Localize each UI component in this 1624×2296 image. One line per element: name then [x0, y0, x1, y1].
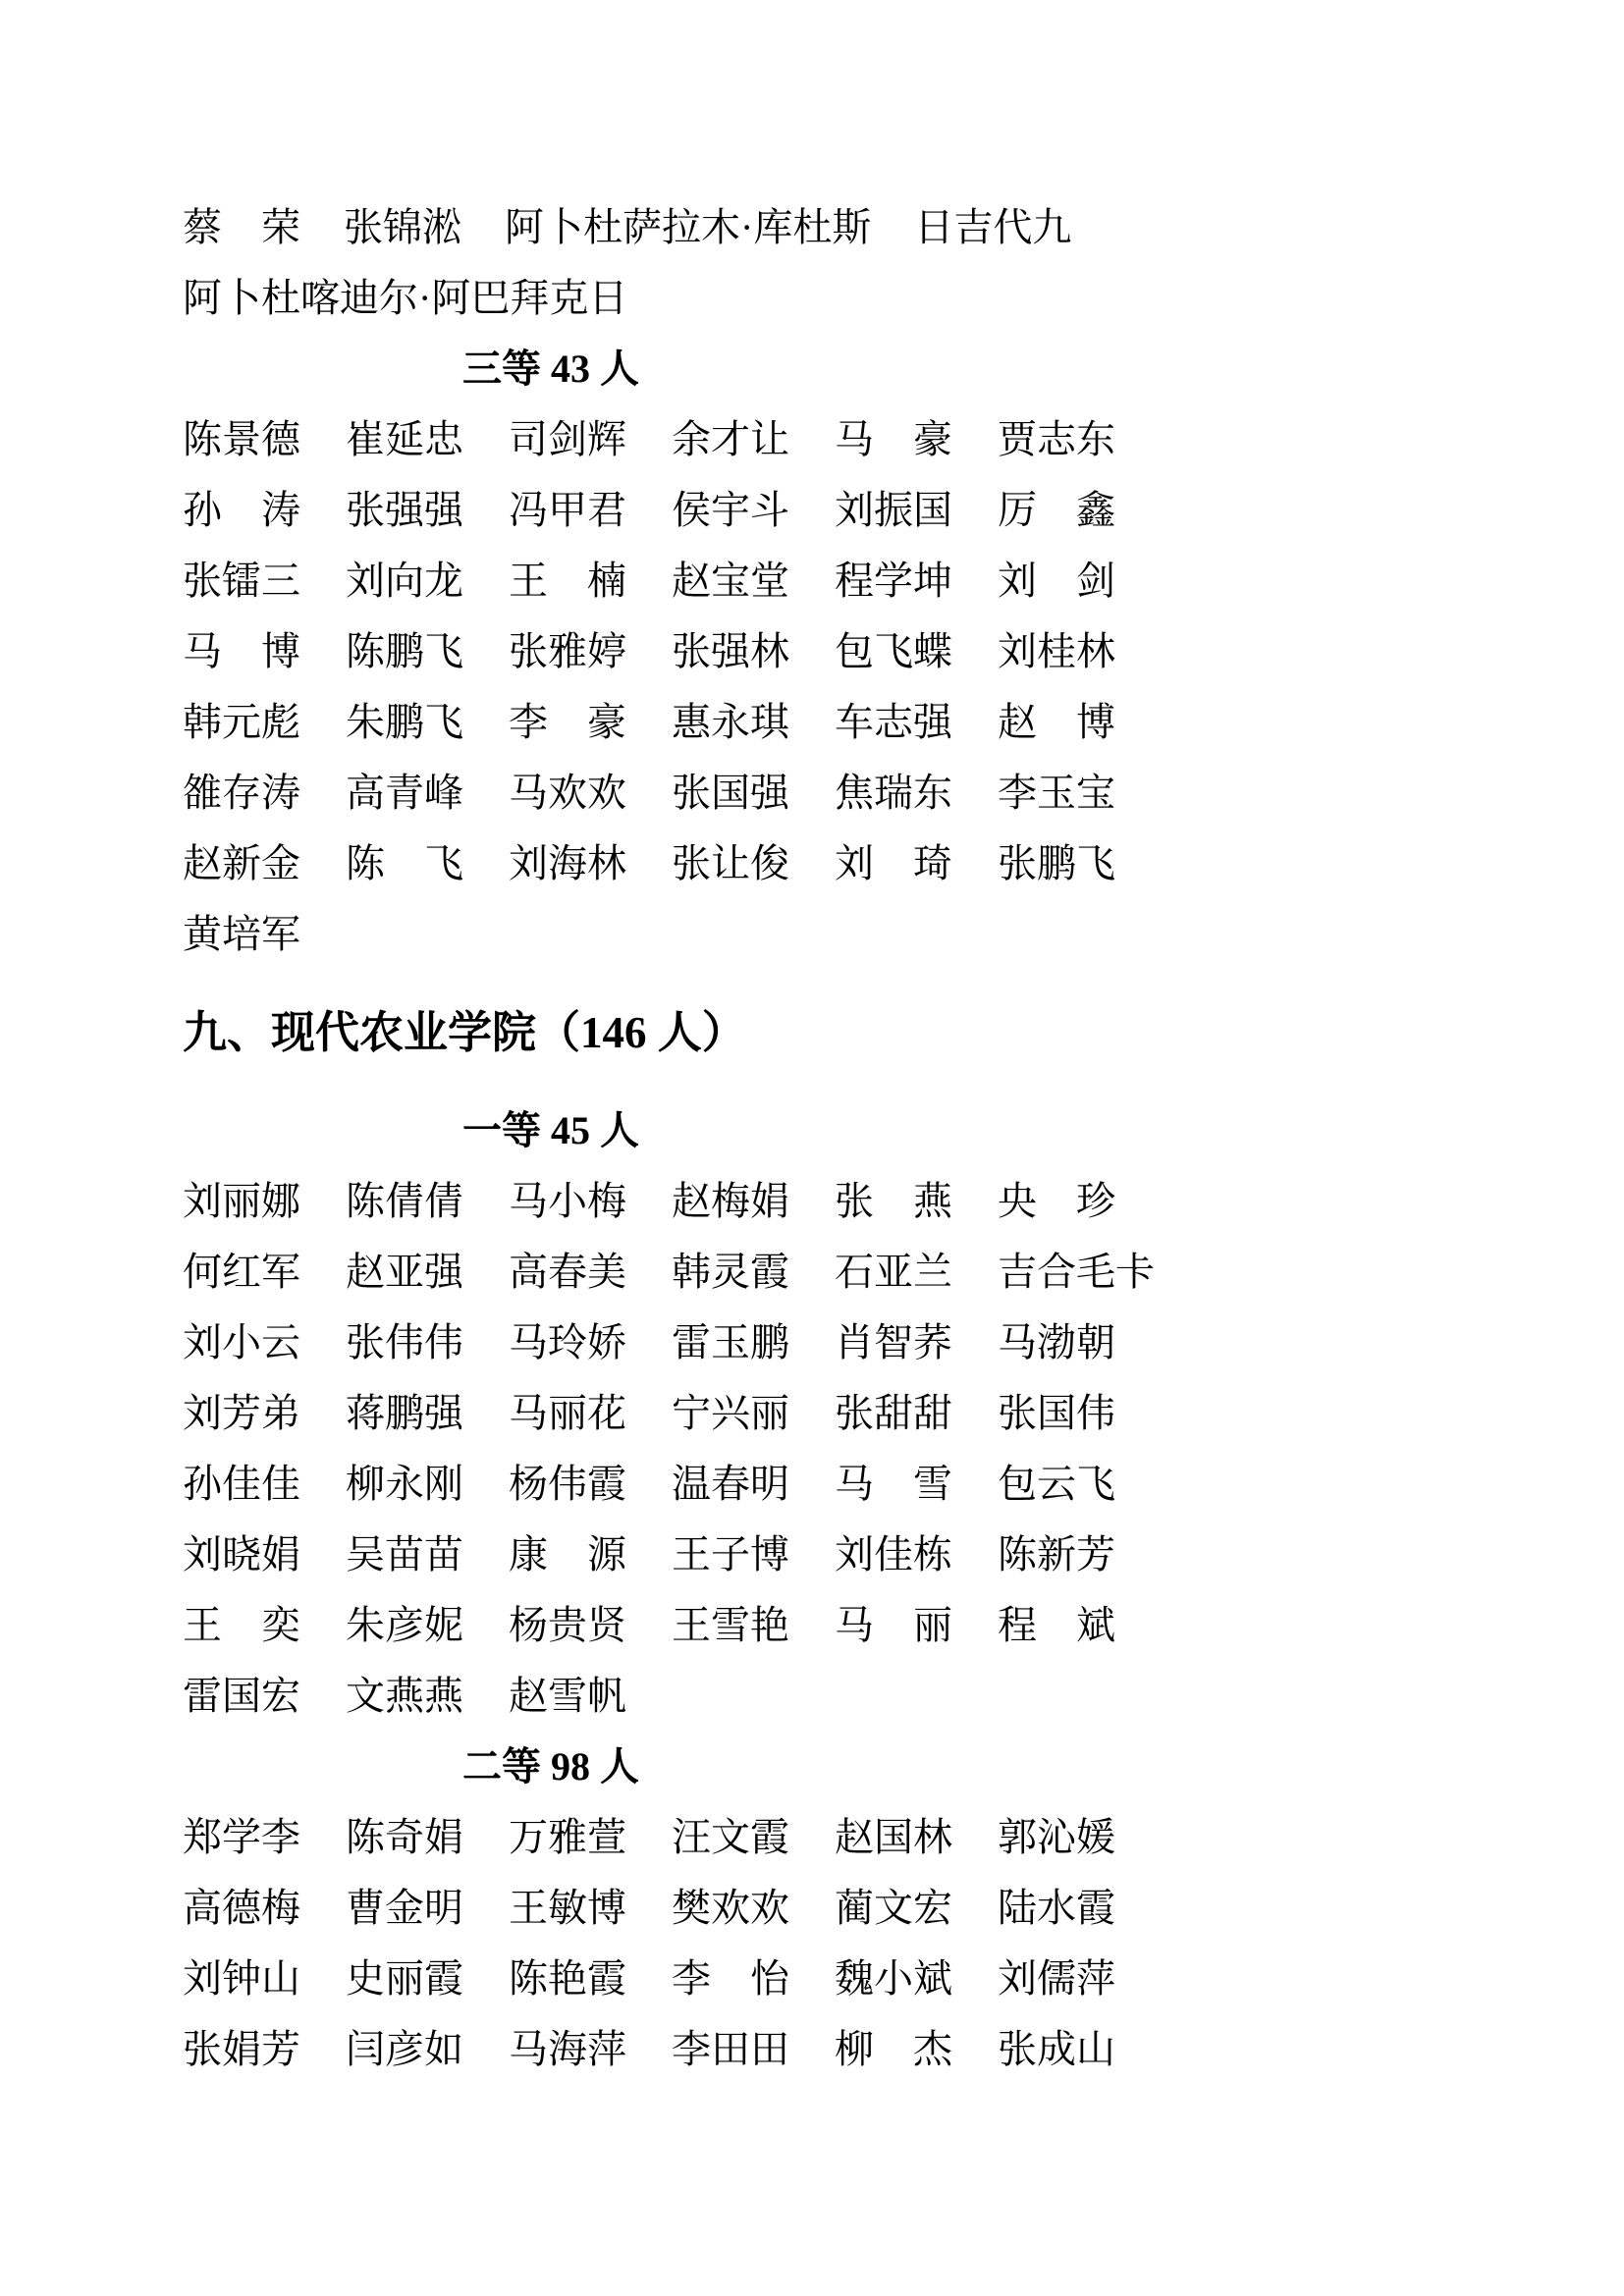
person-name: 杨伟霞 [509, 1462, 626, 1506]
person-name: 高德梅 [183, 1886, 300, 1930]
person-name: 高春美 [509, 1250, 626, 1294]
person-name: 雷国宏 [183, 1674, 300, 1718]
person-name: 赵梅娟 [672, 1179, 789, 1223]
person-name: 刘晓娟 [183, 1532, 300, 1576]
name-grid-row [183, 1237, 1459, 1308]
person-name: 央 珍 [998, 1179, 1115, 1223]
person-name: 刘 剑 [998, 559, 1115, 603]
person-name: 蔡 荣 [183, 205, 300, 249]
person-name: 樊欢欢 [672, 1886, 789, 1930]
person-name: 王子博 [672, 1532, 789, 1576]
person-name: 赵亚强 [346, 1250, 463, 1294]
name-line [183, 192, 1459, 263]
person-name: 刘钟山 [183, 1956, 300, 2001]
person-name: 陈艳霞 [509, 1956, 626, 2001]
person-name: 张伟伟 [346, 1320, 463, 1364]
person-name: 刘海林 [509, 841, 626, 885]
person-name: 刘芳弟 [183, 1391, 300, 1435]
person-name: 赵国林 [835, 1815, 952, 1859]
person-name: 张娟芳 [183, 2027, 300, 2071]
person-name: 朱彦妮 [346, 1603, 463, 1647]
name-grid-row [183, 758, 1459, 828]
person-name: 程 斌 [998, 1603, 1115, 1647]
person-name: 惠永琪 [672, 700, 789, 744]
person-name: 肖智荞 [835, 1320, 952, 1364]
person-name: 王 奕 [183, 1603, 300, 1647]
person-name: 汪文霞 [672, 1815, 789, 1859]
person-name: 张锦淞 [344, 205, 461, 249]
person-name: 张雅婷 [509, 629, 626, 673]
person-name: 张成山 [998, 2027, 1115, 2071]
person-name: 柳永刚 [346, 1462, 463, 1506]
person-name: 刘桂林 [998, 629, 1115, 673]
person-name: 侯宇斗 [672, 488, 789, 532]
person-name: 孙 涛 [183, 488, 300, 532]
person-name: 马 博 [183, 629, 300, 673]
name-grid-row [183, 1378, 1459, 1449]
person-name: 闫彦如 [346, 2027, 463, 2071]
name-grid-row [183, 1944, 1459, 2014]
person-name: 刘小云 [183, 1320, 300, 1364]
person-name: 柳 杰 [835, 2027, 952, 2071]
person-name: 王敏博 [509, 1886, 626, 1930]
person-name: 赵宝堂 [672, 559, 789, 603]
person-name: 马小梅 [509, 1179, 626, 1223]
person-name: 张强林 [672, 629, 789, 673]
person-name: 程学坤 [835, 559, 952, 603]
person-name: 陈 飞 [346, 841, 463, 885]
person-name: 张国伟 [998, 1391, 1115, 1435]
person-name: 刘丽娜 [183, 1179, 300, 1223]
person-name: 高青峰 [346, 771, 463, 815]
person-name: 陈新芳 [998, 1532, 1115, 1576]
person-name: 阿卜杜萨拉木·库杜斯 [505, 205, 872, 249]
person-name: 韩灵霞 [672, 1250, 789, 1294]
person-name: 文燕燕 [346, 1674, 463, 1718]
name-grid-row [183, 404, 1459, 475]
person-name: 马 雪 [835, 1462, 952, 1506]
person-name: 郭沁媛 [998, 1815, 1115, 1859]
person-name: 马丽花 [509, 1391, 626, 1435]
person-name: 史丽霞 [346, 1956, 463, 2001]
person-name: 王 楠 [509, 559, 626, 603]
person-name: 焦瑞东 [835, 771, 952, 815]
person-name: 赵雪帆 [509, 1674, 626, 1718]
person-name: 吴苗苗 [346, 1532, 463, 1576]
person-name: 赵新金 [183, 841, 300, 885]
name-grid-row [183, 1590, 1459, 1661]
person-name: 车志强 [835, 700, 952, 744]
person-name: 张甜甜 [835, 1391, 952, 1435]
grade-heading: 二等 98 人 [462, 1744, 639, 1789]
name-grid-row [183, 899, 1459, 970]
person-name: 张 燕 [835, 1179, 952, 1223]
person-name: 石亚兰 [835, 1250, 952, 1294]
person-name: 马欢欢 [509, 771, 626, 815]
person-name: 马 豪 [835, 417, 952, 461]
person-name: 马渤朝 [998, 1320, 1115, 1364]
person-name: 包云飞 [998, 1462, 1115, 1506]
name-grid-row [183, 1873, 1459, 1944]
person-name: 魏小斌 [835, 1956, 952, 2001]
person-name: 蔺文宏 [835, 1886, 952, 1930]
person-name: 李玉宝 [998, 771, 1115, 815]
person-name: 吉合毛卡 [998, 1250, 1155, 1294]
person-name: 阿卜杜喀迪尔·阿巴拜克日 [183, 276, 628, 320]
name-grid-row [183, 1802, 1459, 1873]
name-grid-row [183, 1308, 1459, 1378]
person-name: 余才让 [672, 417, 789, 461]
person-name: 刘振国 [835, 488, 952, 532]
name-grid-row [183, 1166, 1459, 1237]
person-name: 贾志东 [998, 417, 1115, 461]
person-name: 郑学李 [183, 1815, 300, 1859]
name-grid-row [183, 546, 1459, 616]
person-name: 蒋鹏强 [346, 1391, 463, 1435]
person-name: 陈奇娟 [346, 1815, 463, 1859]
person-name: 孙佳佳 [183, 1462, 300, 1506]
person-name: 张镭三 [183, 559, 300, 603]
person-name: 雷玉鹏 [672, 1320, 789, 1364]
person-name: 黄培军 [183, 912, 300, 956]
person-name: 张让俊 [672, 841, 789, 885]
name-grid-row [183, 475, 1459, 546]
person-name: 陆水霞 [998, 1886, 1115, 1930]
person-name: 刘 琦 [835, 841, 952, 885]
person-name: 雒存涛 [183, 771, 300, 815]
person-name: 张国强 [672, 771, 789, 815]
person-name: 马玲娇 [509, 1320, 626, 1364]
person-name: 刘佳栋 [835, 1532, 952, 1576]
person-name: 陈鹏飞 [346, 629, 463, 673]
name-grid-row [183, 2014, 1459, 2085]
name-grid-row [183, 1520, 1459, 1590]
person-name: 李田田 [672, 2027, 789, 2071]
person-name: 万雅萱 [509, 1815, 626, 1859]
name-grid-row [183, 828, 1459, 899]
person-name: 何红军 [183, 1250, 300, 1294]
person-name: 马 丽 [835, 1603, 952, 1647]
document-content [183, 192, 1459, 2085]
name-grid-row [183, 1661, 1459, 1732]
person-name: 赵 博 [998, 700, 1115, 744]
person-name: 厉 鑫 [998, 488, 1115, 532]
section-heading: 九、现代农业学院（146 人） [183, 1008, 746, 1057]
person-name: 韩元彪 [183, 700, 300, 744]
person-name: 日吉代九 [914, 205, 1072, 249]
person-name: 张强强 [346, 488, 463, 532]
person-name: 曹金明 [346, 1886, 463, 1930]
person-name: 包飞蝶 [835, 629, 952, 673]
grade-heading: 三等 43 人 [462, 347, 639, 391]
name-grid-row [183, 687, 1459, 758]
person-name: 李 怡 [672, 1956, 789, 2001]
person-name: 李 豪 [509, 700, 626, 744]
person-name: 宁兴丽 [672, 1391, 789, 1435]
person-name: 冯甲君 [509, 488, 626, 532]
person-name: 崔延忠 [346, 417, 463, 461]
person-name: 刘儒萍 [998, 1956, 1115, 2001]
person-name: 杨贵贤 [509, 1603, 626, 1647]
person-name: 司剑辉 [509, 417, 626, 461]
person-name: 张鹏飞 [998, 841, 1115, 885]
person-name: 马海萍 [509, 2027, 626, 2071]
person-name: 康 源 [509, 1532, 626, 1576]
name-line [183, 263, 1459, 334]
grade-heading: 一等 45 人 [462, 1108, 639, 1152]
person-name: 陈倩倩 [346, 1179, 463, 1223]
person-name: 刘向龙 [346, 559, 463, 603]
name-grid-row [183, 616, 1459, 687]
person-name: 王雪艳 [672, 1603, 789, 1647]
name-grid-row [183, 1449, 1459, 1520]
person-name: 朱鹏飞 [346, 700, 463, 744]
person-name: 温春明 [672, 1462, 789, 1506]
person-name: 陈景德 [183, 417, 300, 461]
